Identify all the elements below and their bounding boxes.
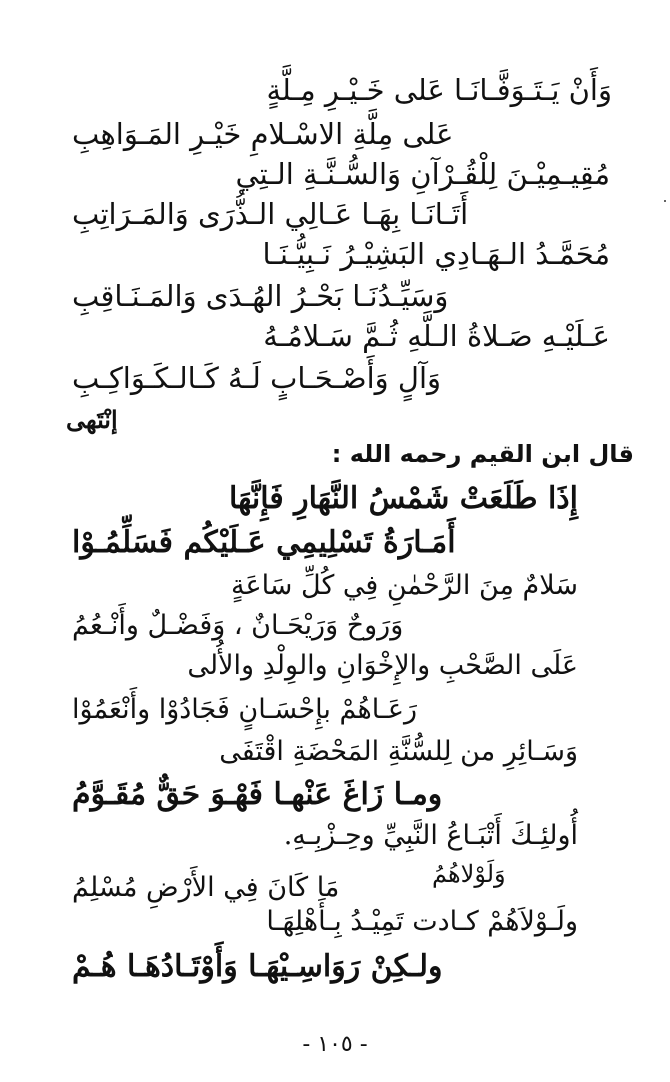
scan-speck — [664, 200, 666, 202]
verse-line-2: عَلى مِلَّةِ الاسْـلامِ خَيْـرِ المَـوَاهِبِ — [72, 117, 454, 151]
verse-line-3: مُقِيـمِيْـنَ لِلْقُـرْآنِ وَالسُّـنَّـةِ الـتِي — [235, 157, 610, 191]
poem2-line-6: رَعَـاهُمْ بإِحْسَـانٍ فَجَادُوْا وأَنْعَمُوْا — [72, 694, 417, 725]
end-note: إنْتَهى — [66, 405, 118, 434]
poem2-line-9: أُولئِـكَ أَتْبَـاعُ النَّبِيِّ وحِـزْبِـهِ. — [283, 820, 578, 851]
poem2-line-3: سَلامٌ مِنَ الرَّحْمٰنِ فِي كُلِّ سَاعَةٍ — [230, 570, 578, 601]
poem2-line-10a: وَلَوْلاهُمُ — [432, 860, 506, 888]
verse-line-7: عَـلَيْـهِ صَـلاةُ الـلَّهِ ثُـمَّ سَـلامُـهُ — [263, 319, 610, 353]
verse-line-4: أَتَـانَـا بِهَـا عَـالِي الـذُّرَى وَالمَـرَاتِبِ — [72, 197, 469, 231]
verse-line-8: وَآلٍ وَأَصْـحَـابٍ لَـهُ كَـالـكَـوَاكِـبِ — [72, 361, 441, 395]
poem2-line-4: وَرَوحٌ وَرَيْحَـانٌ ، وَفَضْـلٌ وأَنْـعُمُ — [72, 610, 404, 641]
verse-line-5: مُحَمَّـدُ الـهَـادِي البَشِيْـرُ نَـبِيُّـنَـا — [262, 237, 610, 271]
poem2-line-10b: مَا كَانَ فِي الأَرْضِ مُسْلِمُ — [72, 872, 340, 903]
verse-line-1: وَأَنْ يَـتَـوَفَّـانَـا عَلى خَـيْـرِ مِـلَّةٍ — [266, 73, 612, 107]
poem2-line-8: ومـا زَاغَ عَنْهـا فَهْـوَ حَقٌّ مُقَـوَّمُ — [72, 777, 443, 812]
section-heading: قال ابن القيم رحمه الله : — [331, 440, 634, 468]
poem2-line-1: إِذَا طَلَعَتْ شَمْسُ النَّهَارِ فَإِنَّهَا — [228, 481, 578, 516]
poem2-line-11: ولَـوْلاَهُمْ كـادت تَمِيْـدُ بِـأَهْلِهَـا — [266, 906, 578, 937]
poem2-line-12: ولـكِنْ رَوَاسِـيْهَـا وَأَوْتَـادُهَـا هُـمْ — [72, 949, 443, 984]
page-number: - ١٠٥ - — [302, 1032, 368, 1057]
poem2-line-2: أَمَـارَةُ تَسْلِيمِي عَـلَيْكُم فَسَلِّمُـوْا — [72, 525, 456, 560]
poem2-line-7: وَسَـائِرِ من لِلسُّنَّةِ المَحْضَةِ اقْتَفَى — [219, 736, 578, 767]
poem2-line-5: عَلَى الصَّحْبِ والإِخْوَانِ والوِلْدِ والأُلى — [187, 650, 578, 681]
verse-line-6: وَسَيِّـدُنَـا بَحْـرُ الهُـدَى وَالمَـنَـاقِبِ — [72, 279, 449, 313]
